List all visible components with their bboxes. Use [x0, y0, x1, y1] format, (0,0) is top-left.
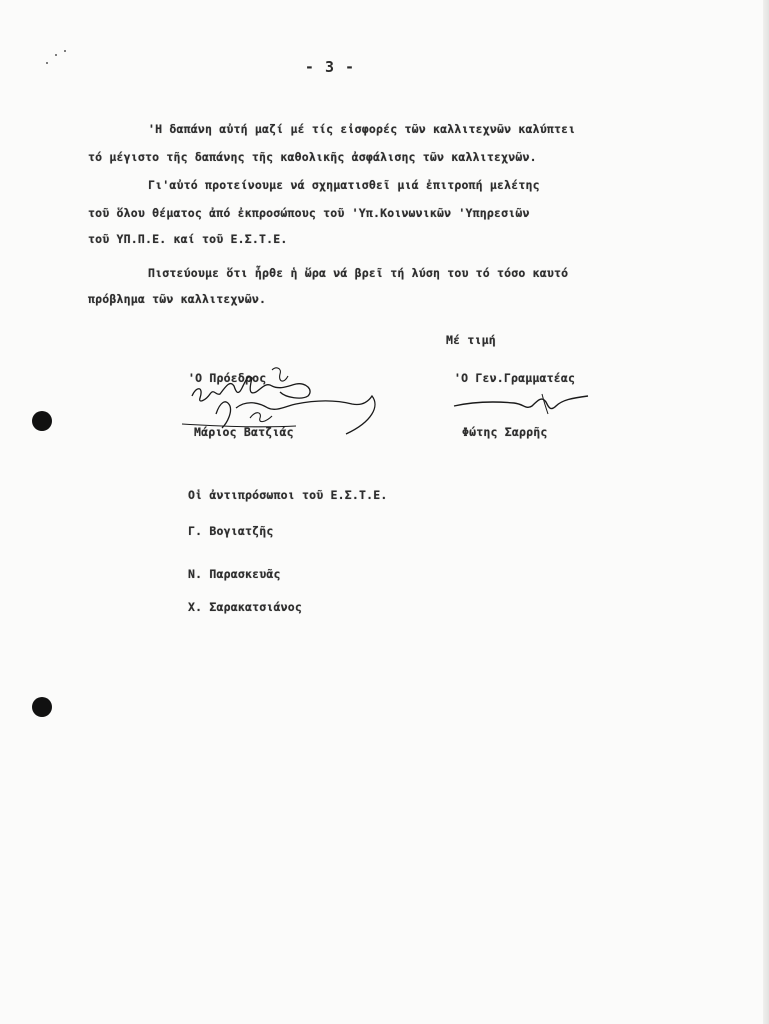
- ink-speck: [64, 50, 66, 52]
- secretary-signature: [452, 392, 592, 418]
- representatives-heading: Οἱ ἀντιπρόσωποι τοῦ Ε.Σ.Τ.Ε.: [188, 488, 388, 502]
- president-name: Μάριος Βατζιάς: [194, 425, 294, 439]
- body-line: 'Η δαπάνη αὐτή μαζί μέ τίς εἰσφορές τῶν καλλιτεχνῶν καλύπτει: [148, 122, 576, 136]
- body-line: Γι'αὐτό προτείνουμε νά σχηματισθεῖ μιά ἐπιτροπή μελέτης: [148, 178, 540, 192]
- body-line: Πιστεύουμε ὅτι ἦρθε ἡ ὥρα νά βρεῖ τή λύση του τό τόσο καυτό: [148, 266, 569, 280]
- secretary-title: 'Ο Γεν.Γραμματέας: [454, 371, 576, 385]
- body-line: πρόβλημα τῶν καλλιτεχνῶν.: [88, 292, 267, 306]
- page-edge-shadow: [763, 0, 769, 1024]
- representative-name: Ν. Παρασκευᾶς: [188, 567, 281, 581]
- president-title: 'Ο Πρόεδρος: [188, 371, 267, 385]
- president-signature: [176, 356, 386, 438]
- punch-hole: [32, 411, 52, 431]
- ink-speck: [55, 54, 57, 56]
- body-line: τοῦ ΥΠ.Π.Ε. καί τοῦ Ε.Σ.Τ.Ε.: [88, 232, 288, 246]
- body-line: τό μέγιστο τῆς δαπάνης τῆς καθολικῆς ἀσφάλισης τῶν καλλιτεχνῶν.: [88, 150, 537, 164]
- punch-hole: [32, 697, 52, 717]
- representative-name: Γ. Βογιατζῆς: [188, 524, 274, 538]
- representative-name: Χ. Σαρακατσιάνος: [188, 600, 302, 614]
- body-line: τοῦ ὅλου θέματος ἀπό ἐκπροσώπους τοῦ 'Υπ.Κοινωνικῶν 'Υπηρεσιῶν: [88, 206, 530, 220]
- closing-salutation: Μέ τιμή: [446, 333, 496, 347]
- secretary-name: Φώτης Σαρρῆς: [462, 425, 548, 439]
- page-number: - 3 -: [304, 58, 356, 76]
